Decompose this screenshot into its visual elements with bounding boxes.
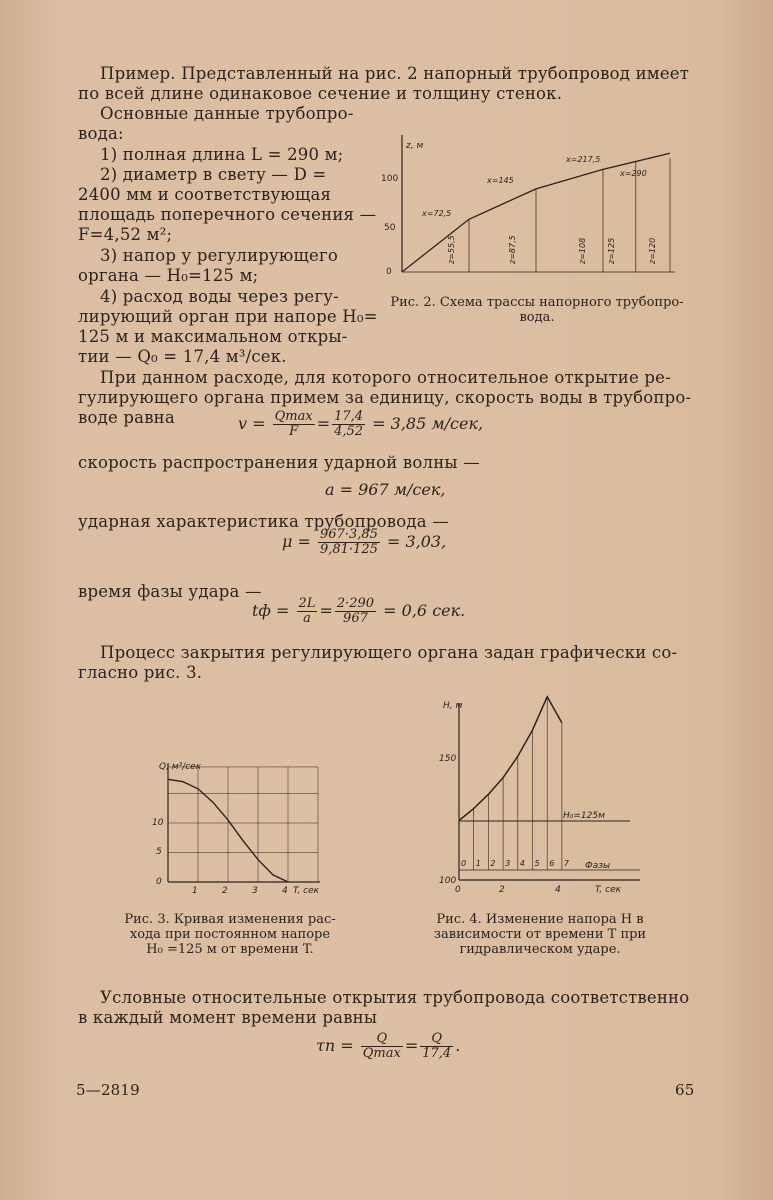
text-line: гулирующего органа примем за единицу, скорость воды в трубопро-: [78, 388, 692, 407]
text-line: Процесс закрытия регулирующего органа задан графически со-: [100, 643, 678, 662]
figure-4-caption: Рис. 4. Изменение напора H в зависимости от времени T при гидравлическом ударе.: [433, 912, 647, 957]
text-line: 2) диаметр в свету — D =: [100, 165, 327, 184]
fig2-ytick: 50: [384, 223, 396, 233]
fig4-xtick: 0: [455, 885, 461, 895]
formula-phase-time: tф = $\frac{2L}{a}$ = $\frac{2\cdot 290}{967}$ = 0,6 сек.: [252, 596, 466, 626]
fig3-xtick: 2: [222, 886, 228, 896]
fig2-point-label: x=72,5: [422, 209, 452, 218]
fig4-phase-label: 5: [534, 859, 540, 868]
fig3-y-label: Q, м³/сек: [159, 762, 202, 772]
text-line: При данном расходе, для которого относительное открытие ре-: [100, 368, 671, 387]
fig2-y-label: z, м: [406, 141, 424, 151]
text-line: 3) напор у регулирующего: [100, 246, 338, 265]
text-line: 2400 мм и соответствующая: [78, 185, 332, 204]
footer-signature: 5—2819: [76, 1081, 140, 1099]
text-line: в каждый момент времени равны: [78, 1008, 378, 1027]
fig4-phase-label: 7: [563, 859, 569, 868]
figure-3-flow-curve: [135, 755, 335, 900]
fig2-z-label: z=125: [607, 237, 616, 264]
fig2-point-label: x=145: [487, 176, 514, 185]
text-line: 125 м и максимальном откры-: [78, 327, 348, 346]
fig2-z-label: z=55,5: [447, 235, 456, 264]
fig2-ytick: 100: [381, 174, 399, 184]
fig2-z-label: z=108: [578, 237, 587, 264]
fig3-xtick: 4: [282, 886, 288, 896]
text-line: воде равна: [78, 408, 175, 427]
text-line: Основные данные трубопро-: [100, 104, 354, 123]
text-line: тии — Q₀ = 17,4 м³/сек.: [78, 347, 287, 366]
formula-mu: μ = $\frac{967\cdot 3,85}{9,81\cdot 125}$ = 3,03,: [282, 527, 447, 557]
text-line: ударная характеристика трубопровода —: [78, 512, 449, 531]
fig3-ytick: 10: [152, 818, 164, 828]
fig4-phase-label: 0: [461, 859, 467, 868]
fig4-phase-label: 4: [519, 859, 525, 868]
fig4-phase-caption: Фазы: [585, 861, 611, 871]
fig2-point-label: x=217,5: [566, 155, 601, 164]
fig4-phase-label: 1: [475, 859, 481, 868]
figure-4-head-curve: [435, 695, 650, 900]
fig4-phase-label: 6: [549, 859, 555, 868]
text-line: 4) расход воды через регу-: [100, 287, 339, 306]
formula-velocity: v = $\frac{Qmax}{F}$ = $\frac{17,4}{4,52}$ = 3,85 м/сек,: [238, 409, 484, 439]
page-number: 65: [675, 1081, 695, 1099]
fig4-xtick: 2: [499, 885, 505, 895]
text-line: гласно рис. 3.: [78, 663, 203, 682]
text-line: лирующий орган при напоре H₀=: [78, 307, 378, 326]
fig2-ytick: 0: [386, 267, 392, 277]
fig4-phase-label: 3: [505, 859, 511, 868]
fig4-xtick: 4: [555, 885, 561, 895]
text-line: вода:: [78, 124, 124, 143]
figure-2-pipeline-route: [380, 130, 680, 280]
fig4-head-line: [459, 697, 562, 821]
fig2-z-label: z=120: [648, 237, 657, 264]
fig2-z-label: z=87,5: [508, 235, 517, 264]
text-line: 1) полная длина L = 290 м;: [100, 145, 344, 164]
fig4-ytick: 150: [439, 754, 457, 764]
fig4-ytick: 100: [439, 876, 457, 886]
formula-wave-speed: a = 967 м/сек,: [325, 480, 446, 499]
text-line: F=4,52 м²;: [78, 225, 173, 244]
fig3-xtick: 3: [252, 886, 258, 896]
text-line: Условные относительные открытия трубопровода соответственно: [100, 988, 690, 1007]
text-line: органа — H₀=125 м;: [78, 266, 259, 285]
fig3-xtick: 1: [192, 886, 198, 896]
text-line: скорость распространения ударной волны —: [78, 453, 480, 472]
text-line: площадь поперечного сечения —: [78, 205, 377, 224]
formula-tau: τn = $\frac{Q}{Qmax}$ = $\frac{Q}{17,4}$ .: [316, 1031, 461, 1061]
fig3-x-label: T, сек: [293, 886, 320, 896]
text-line: Пример. Представленный на рис. 2 напорный трубопровод имеет: [100, 64, 690, 83]
fig3-ytick: 0: [156, 877, 162, 887]
figure-2-caption: Рис. 2. Схема трассы напорного трубопро- вода.: [390, 295, 684, 325]
text-line: время фазы удара —: [78, 582, 262, 601]
text-line: по всей длине одинаковое сечение и толщину стенок.: [78, 84, 563, 103]
fig2-point-label: x=290: [620, 169, 647, 178]
figure-3-caption: Рис. 3. Кривая изменения рас- хода при постоянном напоре H₀ =125 м от времени T.: [124, 912, 336, 957]
fig4-x-label: T, сек: [595, 885, 622, 895]
fig4-y-label: H, м: [443, 701, 463, 711]
fig4-phase-label: 2: [490, 859, 496, 868]
fig4-h0-label: H₀=125м: [563, 811, 605, 821]
fig3-ytick: 5: [156, 847, 162, 857]
